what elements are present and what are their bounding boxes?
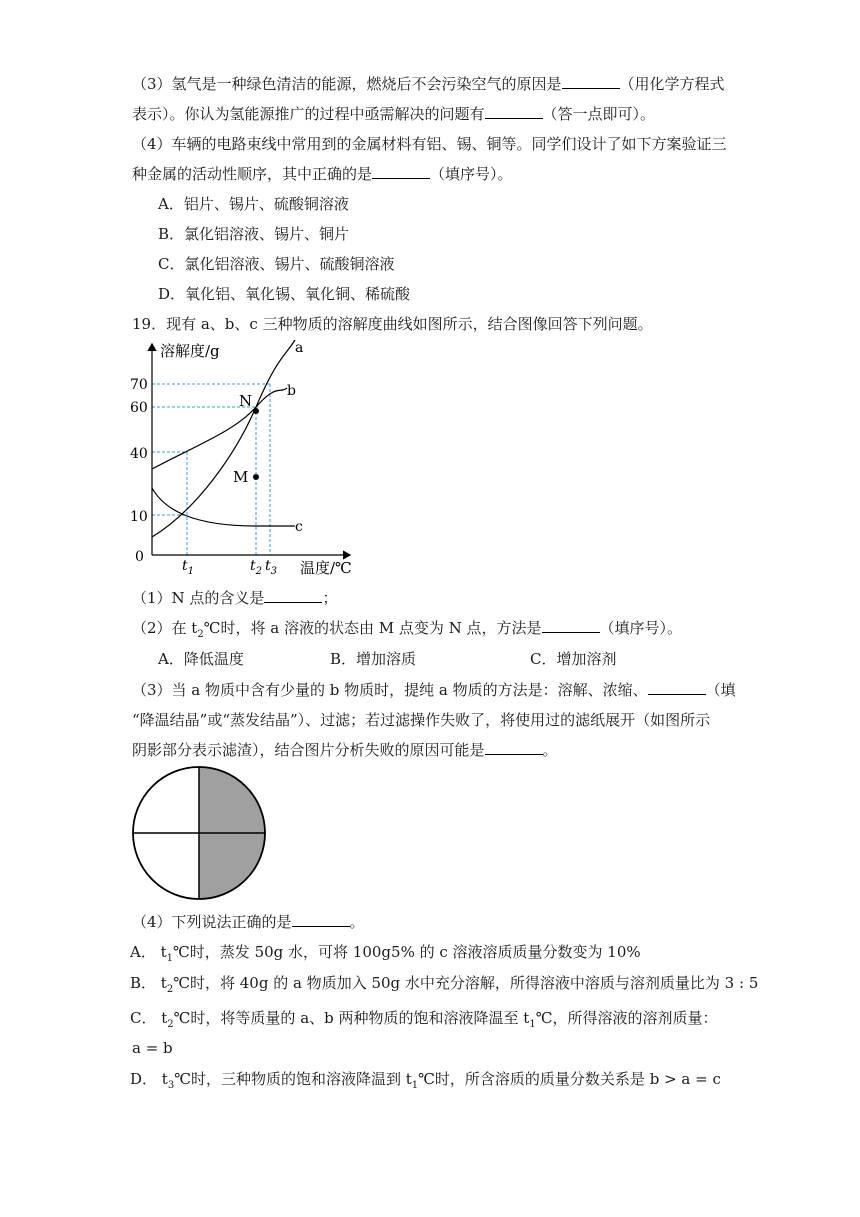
curve-label-a: a [295, 340, 304, 356]
answer-blank[interactable] [372, 164, 430, 179]
q19-sub2: （2）在 $t_2℃$时，将 a 溶液的状态由 M 点变为 N 点，方法是 （填序号）。 [132, 619, 683, 640]
curve-label-b: b [287, 383, 296, 399]
x-axis-label: 温度/℃ [300, 559, 352, 577]
xtick-t1: $t_1$ [182, 558, 195, 577]
q19-sub4-option-a: A． $t_1℃$时，蒸发 50g 水，可将 100g5% 的 c 溶液溶质质量分数变为 10% [130, 943, 641, 964]
curve-label-c: c [295, 519, 303, 535]
answer-blank[interactable] [485, 740, 543, 755]
q18-option-a: A．铝片、锡片、硫酸铜溶液 [158, 195, 349, 213]
filter-paper-figure [129, 763, 269, 903]
q18-option-d: D．氧化铝、氧化锡、氧化铜、稀硫酸 [158, 285, 411, 303]
answer-blank[interactable] [292, 912, 350, 927]
point-n [253, 408, 259, 414]
q18-option-c: C．氯化铝溶液、锡片、硫酸铜溶液 [158, 255, 395, 273]
q19-sub4-option-c-line2: a = b [132, 1039, 173, 1057]
q19-sub2-option-b: B．增加溶质 [330, 650, 417, 668]
q19-sub3-line2: “降温结晶”或“蒸发结晶”）、过滤；若过滤操作失败了，将使用过的滤纸展开（如图所示 [132, 711, 711, 729]
q19-sub2-option-c: C．增加溶剂 [530, 650, 617, 668]
xtick-t3: $t_3$ [265, 558, 278, 577]
q19-sub4-option-c: C． $t_2℃$时，将等质量的 a、b 两种物质的饱和溶液降温至 $t_1℃$，所得溶液的溶剂质量： [130, 1009, 718, 1030]
q19-sub4-option-d: D． $t_3℃$时，三种物质的饱和溶液降温到 $t_1℃$时，所含溶质的质量分数关系是 b > a = c [130, 1070, 721, 1091]
ytick-40: 40 [130, 446, 148, 462]
q18-part4-line2: 种金属的活动性顺序，其中正确的是 （填序号）。 [132, 165, 513, 183]
answer-blank[interactable] [542, 618, 600, 633]
q19-sub2-option-a: A．降低温度 [158, 650, 244, 668]
answer-blank[interactable] [485, 104, 543, 119]
ytick-70: 70 [130, 377, 148, 393]
ytick-10: 10 [130, 509, 148, 525]
q19-stem: 19．现有 a、b、c 三种物质的溶解度曲线如图所示，结合图像回答下列问题。 [132, 315, 653, 333]
y-axis-label: 溶解度/g [160, 342, 220, 360]
q18-option-b: B．氯化铝溶液、锡片、铜片 [158, 225, 350, 243]
solubility-curve-chart [125, 336, 365, 581]
q18-part3-line1: （3）氢气是一种绿色清洁的能源，燃烧后不会污染空气的原因是 （用化学方程式 [132, 75, 725, 93]
answer-blank[interactable] [264, 588, 322, 603]
answer-blank[interactable] [648, 680, 706, 695]
q19-sub4: （4）下列说法正确的是 。 [132, 913, 365, 931]
ytick-60: 60 [130, 400, 148, 416]
q19-sub4-option-b: B． $t_2℃$时，将 40g 的 a 物质加入 50g 水中充分溶解，所得溶液中溶质与溶剂质量比为 3 : 5 [130, 974, 759, 995]
q19-sub3-line1: （3）当 a 物质中含有少量的 b 物质时，提纯 a 物质的方法是：溶解、浓缩、 （填 [132, 681, 736, 699]
point-label-n: N [239, 392, 253, 410]
q19-sub1: （1）N 点的含义是 ； [132, 589, 338, 607]
curve-a [152, 340, 295, 537]
q18-part3-line2: 表示）。你认为氢能源推广的过程中亟需解决的问题有 （答一点即可）。 [132, 105, 656, 123]
q19-sub3-line3: 阴影部分表示滤渣），结合图片分析失败的原因可能是 。 [132, 741, 558, 759]
q18-part4-line1: （4）车辆的电路束线中常用到的金属材料有铝、锡、铜等。同学们设计了如下方案验证三 [132, 135, 727, 153]
ytick-0: 0 [135, 549, 144, 565]
curve-b [152, 388, 287, 469]
xtick-t2: $t_2$ [250, 558, 263, 577]
curve-c [152, 488, 295, 526]
answer-blank[interactable] [562, 74, 620, 89]
point-m [253, 474, 259, 480]
point-label-m: M [233, 468, 249, 486]
